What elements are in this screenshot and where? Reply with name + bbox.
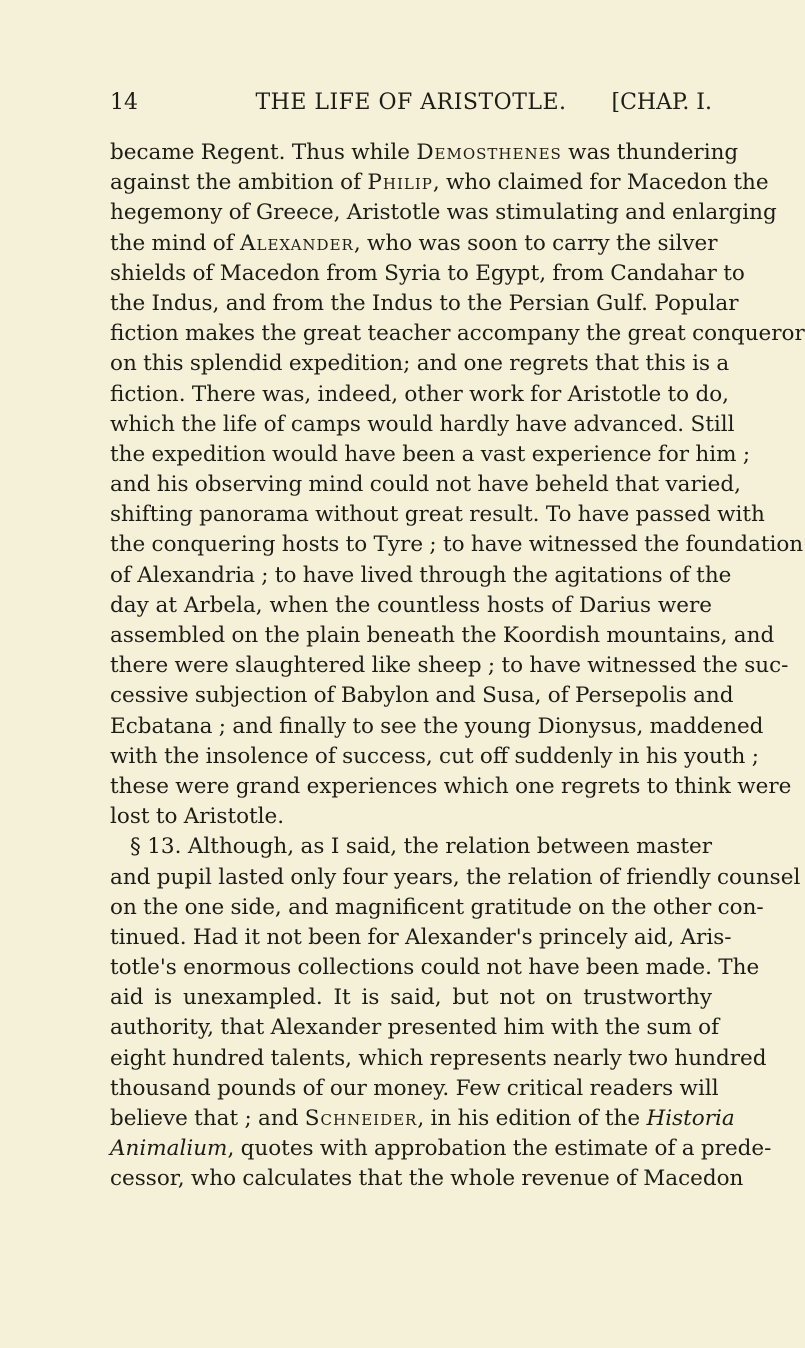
running-head	[110, 89, 712, 117]
text-line: the expedition would have been a vast experience for him ;	[110, 441, 751, 467]
section-start-line: § 13. Although, as I said, the relation between master	[130, 834, 712, 860]
small-caps-name: Schneider	[304, 1106, 418, 1131]
text-line: shifting panorama without great result. To have passed with	[110, 502, 765, 528]
text-line: on this splendid expedition; and one regrets that this is a	[110, 351, 730, 377]
text-line: fiction makes the great teacher accompany the great conqueror	[110, 321, 805, 347]
text-line: tinued. Had it not been for Alexander's princely aid, Aris-	[110, 924, 732, 950]
text-line: assembled on the plain beneath the Koordish mountains, and	[110, 623, 775, 648]
text-line: shields of Macedon from Syria to Egypt, from Candahar to	[110, 260, 745, 286]
text-line: eight hundred talents, which represents nearly two hundred	[110, 1045, 767, 1071]
text-line: totle's enormous collections could not have been made. The	[110, 955, 760, 981]
text-line: authority, that Alexander presented him with the sum of	[110, 1015, 720, 1041]
text-line: these were grand experiences which one regrets to think were	[110, 773, 792, 799]
text-line: of Alexandria ; to have lived through the agitations of the	[110, 562, 732, 588]
text-line: hegemony of Greece, Aristotle was stimulating and enlarging	[110, 200, 777, 226]
running-title: THE LIFE OF ARISTOTLE.	[255, 90, 567, 115]
text-line: cessive subjection of Babylon and Susa, of Persepolis and	[110, 683, 734, 709]
text-line: lost to Aristotle.	[110, 804, 285, 830]
text-line: with the insolence of success, cut off suddenly in his youth ;	[110, 743, 759, 769]
text-line: the conquering hosts to Tyre ; to have witnessed the foundation	[110, 532, 804, 558]
italic-title: Historia	[646, 1106, 735, 1131]
text-line: Animalium, quotes with approbation the estimate of a prede-	[110, 1136, 772, 1162]
text-line: against the ambition of Philip, who claimed for Macedon the	[110, 170, 769, 196]
body-text	[110, 138, 805, 1195]
text-line: the mind of Alexander, who was soon to carry the silver	[110, 230, 718, 256]
text-line: and pupil lasted only four years, the relation of friendly counsel	[110, 864, 801, 890]
text-line: which the life of camps would hardly have advanced. Still	[110, 411, 735, 437]
text-line: on the one side, and magnificent gratitude on the other con-	[110, 894, 764, 920]
chapter-label: [CHAP. I.	[611, 90, 712, 115]
italic-title: Animalium	[110, 1136, 228, 1162]
small-caps-name: Alexander	[240, 230, 354, 256]
text-line: fiction. There was, indeed, other work for Aristotle to do,	[110, 381, 729, 407]
page-number: 14	[110, 90, 138, 115]
text-line: believe that ; and Schneider, in his edition of the Historia	[110, 1106, 735, 1131]
small-caps-name: Demosthenes	[416, 140, 562, 165]
text-line: day at Arbela, when the countless hosts of Darius were	[110, 592, 712, 618]
text-line: aid is unexampled. It is said, but not on trustworthy	[110, 985, 712, 1011]
text-line: there were slaughtered like sheep ; to have witnessed the suc-	[110, 653, 789, 679]
text-line: became Regent. Thus while Demosthenes was thundering	[110, 140, 739, 165]
text-line: cessor, who calculates that the whole revenue of Macedon	[110, 1166, 744, 1192]
text-line: and his observing mind could not have beheld that varied,	[110, 472, 741, 498]
text-line: the Indus, and from the Indus to the Persian Gulf. Popular	[110, 290, 739, 316]
small-caps-name: Philip	[367, 170, 433, 196]
text-line: thousand pounds of our money. Few critical readers will	[110, 1075, 719, 1101]
text-line: Ecbatana ; and finally to see the young Dionysus, maddened	[110, 713, 764, 739]
